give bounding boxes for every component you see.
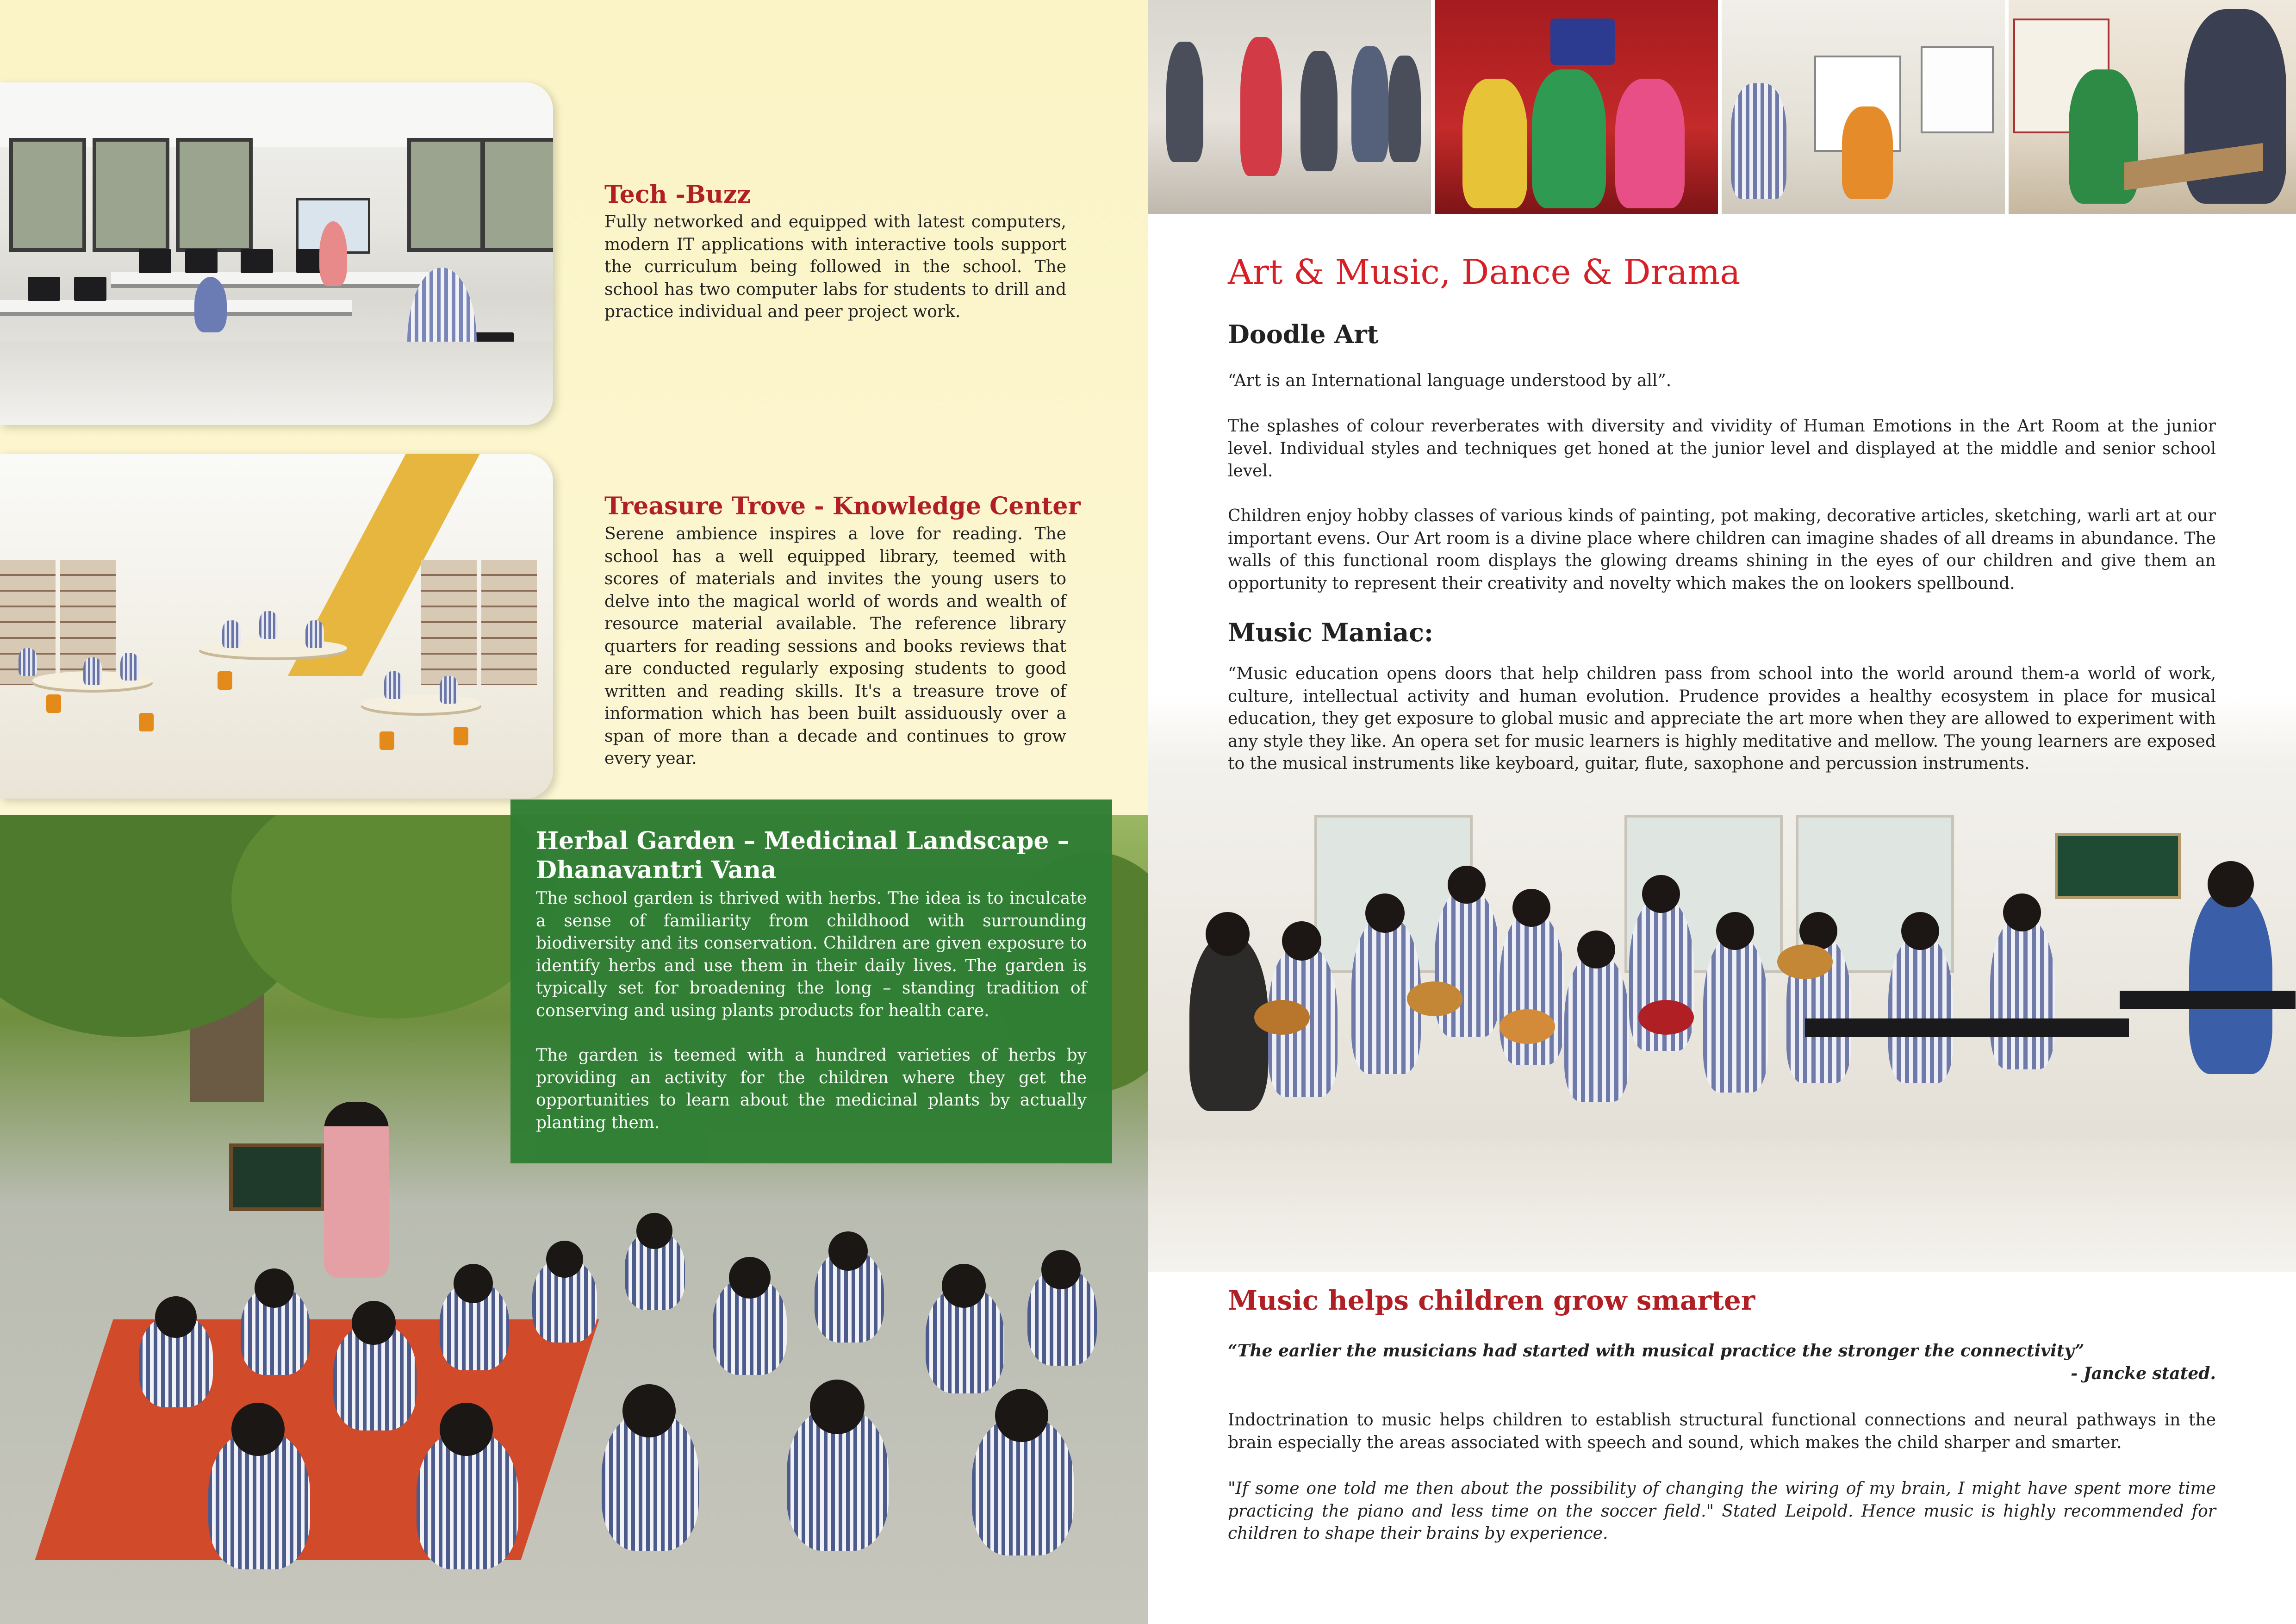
doodle-art-heading: Doodle Art xyxy=(1228,319,1379,349)
herbal-garden-para-1: The school garden is thrived with herbs. The idea is to inculcate a sense of familiarity from childhood with surrounding biodiversity and its conservation. Children are given exposure to identify herbs and use them in their daily lives. The garden is typically set for broadening the long – standing tradition of conserving and using plants products for health care. xyxy=(536,889,1087,1020)
tech-buzz-heading: Tech -Buzz xyxy=(604,181,751,209)
computer-lab-photo xyxy=(0,82,553,425)
library-photo xyxy=(0,454,553,799)
herbal-garden-panel xyxy=(510,800,1112,1163)
tech-buzz-body: Fully networked and equipped with latest computers, modern IT applications with interactive tools support the curriculum being followed in the school. The school has two computer labs for students to drill and practice individual and peer project work. xyxy=(604,212,1066,321)
drawing-class-photo xyxy=(2009,0,2296,214)
music-maniac-heading: Music Maniac: xyxy=(1228,618,1433,647)
doodle-art-para-2: Children enjoy hobby classes of various kinds of painting, pot making, decorative articles, sketching, warli art at our important evens. Our Art room is a divine place where children can imagine shades of all dreams in abundance. The walls of this functional room displays the glowing dreams shining in the eyes of our children and give them an opportunity to represent their creativity and novelty which makes the on lookers spellbound. xyxy=(1228,506,2216,593)
herbal-garden-body xyxy=(536,887,1087,1134)
right-page xyxy=(1148,0,2296,1624)
art-class-photo xyxy=(1722,0,2005,214)
dance-photo xyxy=(1148,0,1431,214)
smarter-heading: Music helps children grow smarter xyxy=(1228,1285,1755,1316)
herbal-garden-para-2: The garden is teemed with a hundred varieties of herbs by providing an activity for the children where they get the opportunities to learn about the medicinal plants by actually planting them. xyxy=(536,1046,1087,1132)
doodle-art-para-1: The splashes of colour reverberates with diversity and vividity of Human Emotions in the Art Room at the junior level. Individual styles and techniques get honed at the junior level and displayed at the middle and senior school level. xyxy=(1228,417,2216,481)
music-class-photo xyxy=(1148,694,2296,1272)
arts-title: Art & Music, Dance & Drama xyxy=(1228,252,1741,292)
herbal-garden-heading: Herbal Garden – Medicinal Landscape – Dhanavantri Vana xyxy=(536,827,1070,884)
treasure-trove-heading: Treasure Trove - Knowledge Center xyxy=(604,492,1081,520)
smarter-para-1: Indoctrination to music helps children to establish structural functional connections and neural pathways in the brain especially the areas associated with speech and sound, which makes the child sharper and smarter. xyxy=(1228,1411,2216,1452)
doodle-art-quote: “Art is an International language understood by all”. xyxy=(1228,371,1672,390)
smarter-quote: “The earlier the musicians had started with musical practice the stronger the connectivity” xyxy=(1228,1341,2084,1361)
treasure-trove-body: Serene ambience inspires a love for reading. The school has a well equipped library, teemed with scores of materials and invites the young users to delve into the magical world of words and wealth of resource material available. The reference library quarters for reading sessions and books reviews that are conducted regularly exposing students to good written and reading skills. It's a treasure trove of information which has been built assiduously over a span of more than a decade and continues to grow every year. xyxy=(604,525,1066,768)
classical-dance-photo xyxy=(1435,0,1718,214)
smarter-para-2: "If some one told me then about the possibility of changing the wiring of my brain, I might have spent more time practicing the piano and less time on the soccer field." Stated Leipold. Hence music is highly recommended for children to shape their brains by experience. xyxy=(1228,1479,2216,1543)
smarter-attribution: - Jancke stated. xyxy=(2071,1364,2216,1383)
music-maniac-para: “Music education opens doors that help children pass from school into the world around them-a world of work, culture, intellectual activity and human evolution. Prudence provides a healthy ecosystem in place for musical education, they get exposure to global music and appreciate the art more when they are allowed to experiment with any style they like. An opera set for music learners is highly meditative and mellow. The young learners are exposed to the musical instruments like keyboard, guitar, flute, saxophone and percussion instruments. xyxy=(1228,664,2216,773)
